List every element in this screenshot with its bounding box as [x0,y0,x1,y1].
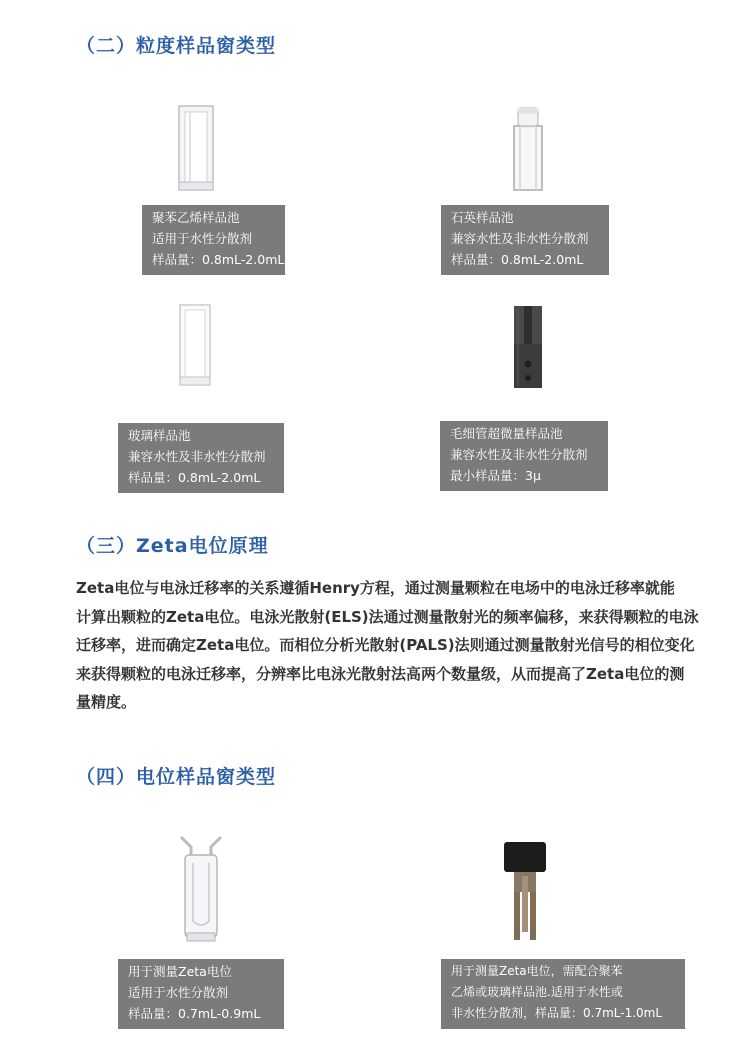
paragraph-line: 计算出颗粒的Zeta电位。电泳光散射(ELS)法通过测量散射光的频率偏移，来获得颗粒的电泳 [76,607,699,626]
info-card-folded-capillary [118,959,284,1029]
section-heading-zeta-cells: （四）电位样品窗类型 [76,766,277,788]
card-line: 兼容水性及非水性分散剂 [451,231,589,246]
card-line: 适用于水性分散剂 [152,231,253,246]
quartz-cuvette-image [508,104,548,194]
paragraph-line: Zeta电位与电泳迁移率的关系遵循Henry方程，通过测量颗粒在电场中的电泳迁移率就能 [76,579,675,597]
zeta-principle-paragraph [76,574,716,717]
card-line: 乙烯或玻璃样品池.适用于水性或 [451,985,623,999]
card-line: 兼容水性及非水性分散剂 [128,449,266,464]
folded-capillary-cell-image [177,833,225,945]
card-line: 兼容水性及非水性分散剂 [450,447,588,462]
info-card-glass [118,423,284,493]
card-line: 玻璃样品池 [128,428,191,443]
card-line: 非水性分散剂，样品量：0.7mL-1.0mL [451,1006,663,1020]
card-line: 毛细管超微量样品池 [450,426,563,441]
paragraph-line: 量精度。 [76,693,137,711]
card-line: 石英样品池 [451,210,514,225]
polystyrene-cuvette-image [176,104,216,192]
info-card-quartz [441,205,609,275]
card-line: 最小样品量：3μ [450,468,541,483]
glass-cuvette-image [177,303,213,387]
card-line: 样品量：0.8mL-2.0mL [451,252,584,267]
capillary-cell-image [508,304,548,390]
info-card-capillary [440,421,608,491]
card-line: 用于测量Zeta电位 [128,964,232,979]
card-line: 样品量：0.8mL-2.0mL [128,470,261,485]
card-line: 适用于水性分散剂 [128,985,229,1000]
dip-cell-image [502,840,548,944]
section-heading-zeta-principle: （三）Zeta电位原理 [76,535,269,557]
info-card-polystyrene [142,205,285,275]
info-card-dip-cell [441,959,685,1029]
paragraph-line: 来获得颗粒的电泳迁移率，分辨率比电泳光散射法高两个数量级，从而提高了Zeta电位的测 [76,664,685,683]
card-line: 样品量：0.7mL-0.9mL [128,1006,261,1021]
section-heading-particle-cells: （二）粒度样品窗类型 [76,35,277,57]
card-line: 用于测量Zeta电位，需配合聚苯 [451,964,623,978]
paragraph-line: 迁移率，进而确定Zeta电位。而相位分析光散射(PALS)法则通过测量散射光信号的相位变化 [76,636,695,654]
card-line: 聚苯乙烯样品池 [152,210,240,225]
card-line: 样品量：0.8mL-2.0mL [152,252,285,267]
